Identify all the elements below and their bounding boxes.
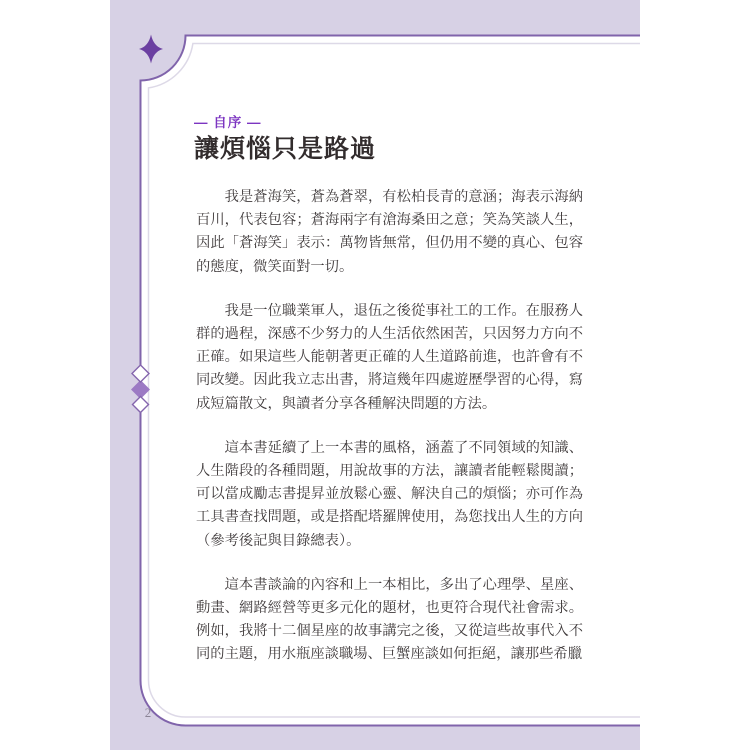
paragraph: 這本書談論的內容和上一本相比，多出了心理學、星座、動畫、網路經營等更多元化的題材，也更符合現代社會需求。例如，我將十二個星座的故事講完之後，又從這些故事代入不同的主題，用水瓶座談職場、巨蟹座談如何拒絕，讓那些希臘: [196, 576, 583, 663]
diamond-chain-ornament: [131, 365, 150, 413]
paragraph: 這本書延續了上一本書的風格，涵蓋了不同領域的知識、人生階段的各種問題，用說故事的方法，讓讀者能輕鬆閱讀；可以當成勵志書提昇並放鬆心靈、解決自己的煩惱；亦可作為工具書查找問題，或是搭配塔羅牌使用，為您找出人生的方向（參考後記與目錄總表）。: [196, 439, 583, 549]
paragraph: 我是一位職業軍人，退伍之後從事社工的工作。在服務人群的過程，深感不少努力的人生活依然困苦，只因努力方向不正確。如果這些人能朝著更正確的人生道路前進，也許會有不同改變。因此我立志出書，將這幾年四處遊歷學習的心得，寫成短篇散文，與讀者分享各種解決問題的方法。: [196, 302, 583, 412]
paragraph: 我是蒼海笑，蒼為蒼翠，有松柏長青的意涵；海表示海納百川，代表包容；蒼海兩字有滄海桑田之意；笑為笑談人生，因此「蒼海笑」表示：萬物皆無常，但仍用不變的真心、包容的態度，微笑面對一切。: [196, 189, 583, 275]
page-title: 讓煩惱只是路過: [194, 136, 377, 163]
preface-body: [196, 186, 583, 688]
section-label: — 自序 —: [194, 115, 262, 130]
page-number: 2: [144, 705, 152, 720]
book-page-scan: [110, 0, 640, 750]
